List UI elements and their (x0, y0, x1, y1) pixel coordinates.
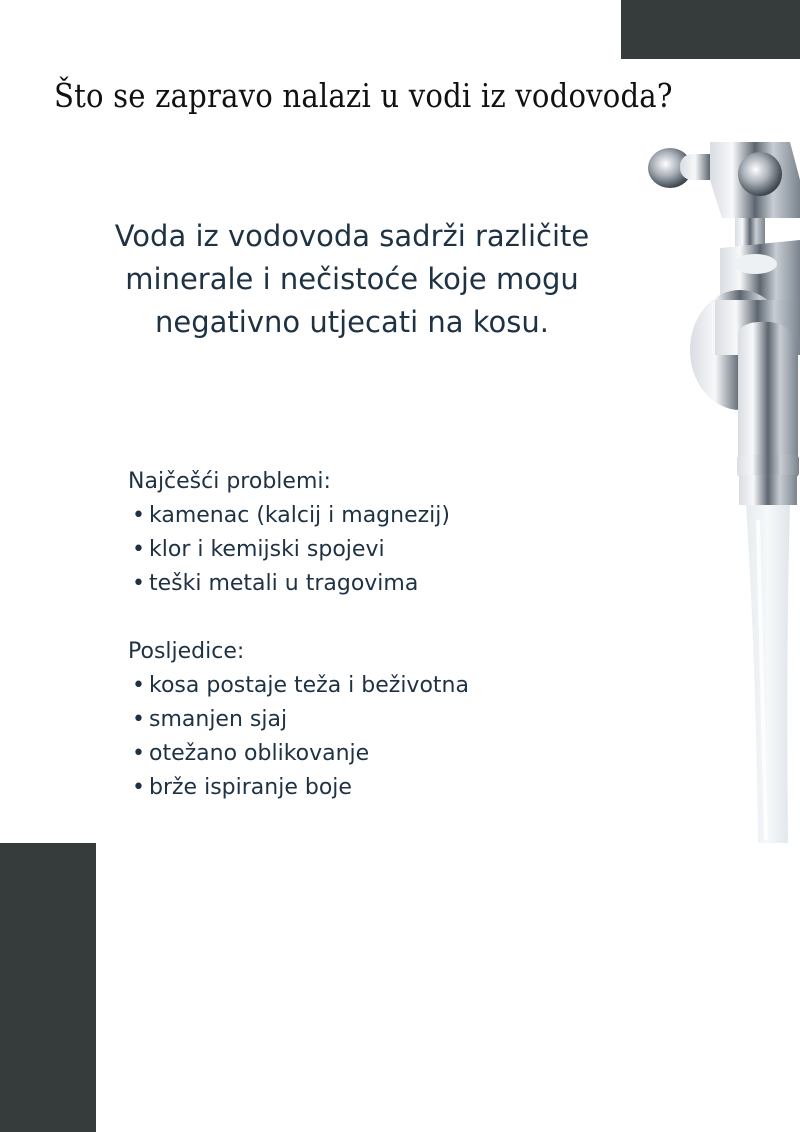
intro-line: negativno utjecati na kosu. (155, 305, 549, 339)
list-item: • smanjen sjaj (128, 703, 469, 737)
bullet-icon: • (132, 707, 145, 732)
spacer (128, 601, 469, 635)
bullet-icon: • (132, 673, 145, 698)
list-item: • kosa postaje teža i beživotna (128, 669, 469, 703)
bullet-icon: • (132, 571, 145, 596)
list-item: • otežano oblikovanje (128, 737, 469, 771)
list-item: • teški metali u tragovima (128, 567, 469, 601)
intro-line: minerale i nečistoće koje mogu (125, 262, 579, 296)
intro-paragraph (90, 215, 614, 344)
bullet-icon: • (132, 775, 145, 800)
decorative-block-bottom-left (0, 843, 96, 1132)
problems-heading: Najčešći problemi: (128, 469, 331, 494)
list-item: • brže ispiranje boje (128, 771, 469, 805)
content-lists (128, 465, 469, 805)
bullet-icon: • (132, 537, 145, 562)
faucet-icon (640, 140, 800, 850)
bullet-icon: • (132, 503, 145, 528)
consequences-heading: Posljedice: (128, 639, 245, 664)
list-item: • kamenac (kalcij i magnezij) (128, 499, 469, 533)
intro-line: Voda iz vodovoda sadrži različite (114, 219, 590, 253)
page-title: Što se zapravo nalazi u vodi iz vodovoda? (54, 76, 673, 115)
decorative-block-top-right (621, 0, 800, 59)
list-item: • klor i kemijski spojevi (128, 533, 469, 567)
bullet-icon: • (132, 741, 145, 766)
